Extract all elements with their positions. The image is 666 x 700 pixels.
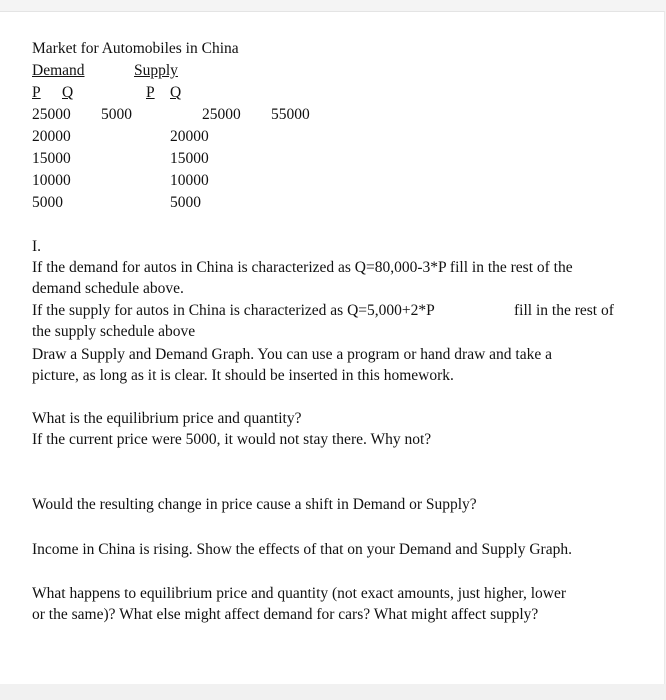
supply-header: Supply <box>134 62 178 79</box>
supply-p-header: P <box>146 84 155 101</box>
table-row-1-demand-price: 20000 <box>32 128 71 145</box>
demand-header: Demand <box>32 62 85 79</box>
question-effects-line-2: or the same)? What else might affect demand for cars? What might affect supply? <box>32 606 539 623</box>
demand-q-header: Q <box>62 84 74 101</box>
table-row-2-supply-price: 15000 <box>170 150 209 167</box>
table-row-2-demand-price: 15000 <box>32 150 71 167</box>
table-row-0-demand-quantity: 5000 <box>101 106 132 123</box>
question-supply-line-1-tail: fill in the rest of <box>514 302 614 319</box>
question-demand-line-1: If the demand for autos in China is characterized as Q=80,000-3*P fill in the rest of the <box>32 259 573 276</box>
demand-p-header: P <box>32 84 41 101</box>
table-row-3-demand-price: 10000 <box>32 172 71 189</box>
question-supply-line-2: the supply schedule above <box>32 323 196 340</box>
question-demand-line-2: demand schedule above. <box>32 280 184 297</box>
table-row-3-supply-price: 10000 <box>170 172 209 189</box>
table-row-0-demand-price: 25000 <box>32 106 71 123</box>
question-equilibrium: What is the equilibrium price and quantity? <box>32 410 302 427</box>
table-row-4-supply-price: 5000 <box>170 194 201 211</box>
question-graph-line-2: picture, as long as it is clear. It should be inserted in this homework. <box>32 367 454 384</box>
table-row-1-supply-price: 20000 <box>170 128 209 145</box>
section-label: I. <box>32 238 42 255</box>
table-row-4-demand-price: 5000 <box>32 194 63 211</box>
page-title: Market for Automobiles in China <box>32 40 239 57</box>
question-current-price: If the current price were 5000, it would not stay there. Why not? <box>32 431 432 448</box>
table-row-0-supply-price: 25000 <box>202 106 241 123</box>
table-row-0-supply-quantity: 55000 <box>271 106 310 123</box>
question-supply-line-1: If the supply for autos in China is characterized as Q=5,000+2*P <box>32 302 435 319</box>
question-effects-line-1: What happens to equilibrium price and quantity (not exact amounts, just higher, lower <box>32 585 566 602</box>
homework-page <box>0 11 665 685</box>
question-shift: Would the resulting change in price cause a shift in Demand or Supply? <box>32 496 477 513</box>
bottom-bar <box>0 684 666 700</box>
supply-q-header: Q <box>170 84 182 101</box>
question-income: Income in China is rising. Show the effects of that on your Demand and Supply Graph. <box>32 541 572 558</box>
question-graph-line-1: Draw a Supply and Demand Graph. You can use a program or hand draw and take a <box>32 346 552 363</box>
